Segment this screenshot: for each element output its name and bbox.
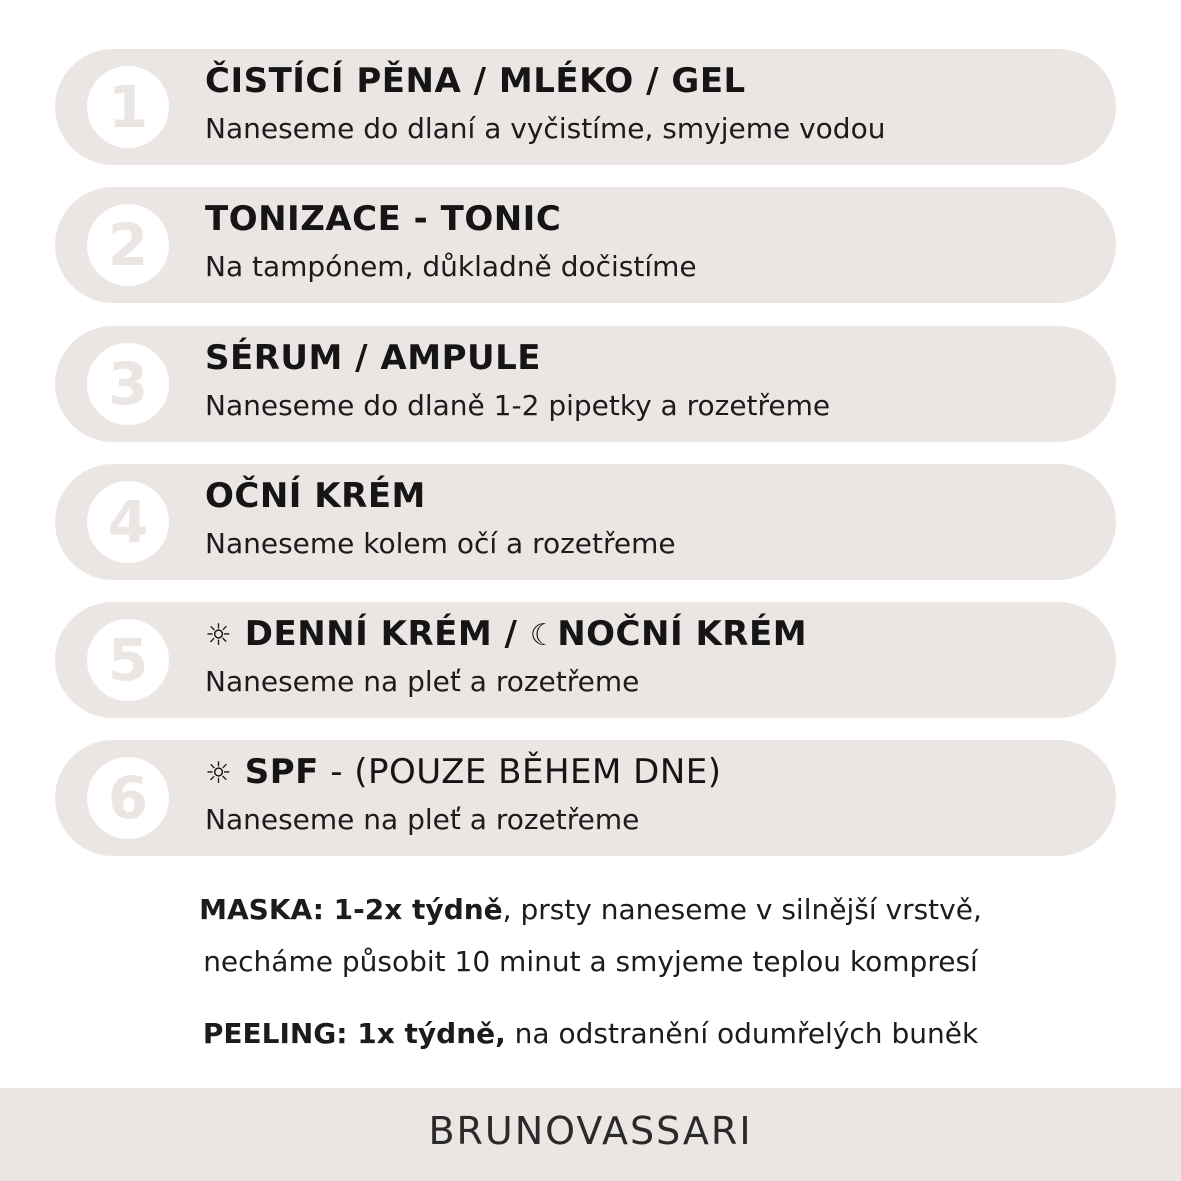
step-title <box>205 752 722 792</box>
step-item <box>55 740 1116 856</box>
night-cream-label: NOČNÍ KRÉM <box>557 614 808 654</box>
sun-icon: ☼ <box>205 756 233 791</box>
step-number: 1 <box>107 73 149 141</box>
step-title: SÉRUM / AMPULE <box>205 338 541 378</box>
spf-note: - (POUZE BĚHEM DNE) <box>318 752 722 792</box>
peeling-text: na odstranění odumřelých buněk <box>505 1017 979 1050</box>
step-number: 2 <box>107 211 149 279</box>
step-description: Naneseme na pleť a rozetřeme <box>205 803 640 836</box>
brand-logo: BRUNOVASSARI <box>428 1109 753 1153</box>
step-title: TONIZACE - TONIC <box>205 199 562 239</box>
step-number-badge <box>87 66 169 148</box>
step-number-badge <box>87 343 169 425</box>
step-number-badge <box>87 757 169 839</box>
step-description: Naneseme na pleť a rozetřeme <box>205 665 640 698</box>
mask-label: MASKA: 1-2x týdně <box>199 893 503 926</box>
step-number: 6 <box>107 764 149 832</box>
step-number: 5 <box>107 626 149 694</box>
step-number: 4 <box>107 488 149 556</box>
step-title <box>205 614 807 654</box>
step-number-badge <box>87 481 169 563</box>
step-item <box>55 602 1116 718</box>
step-description: Naneseme do dlaní a vyčistíme, smyjeme vodou <box>205 112 886 145</box>
step-title: OČNÍ KRÉM <box>205 476 426 516</box>
sun-icon: ☼ <box>205 618 233 653</box>
step-description: Naneseme do dlaně 1-2 pipetky a rozetřeme <box>205 389 831 422</box>
notes-section <box>0 888 1181 1064</box>
step-item <box>55 49 1116 165</box>
peeling-label: PEELING: 1x týdně, <box>202 1017 506 1050</box>
step-title: ČISTÍCÍ PĚNA / MLÉKO / GEL <box>205 61 746 101</box>
mask-note-line-1 <box>0 888 1181 940</box>
moon-icon: ☾ <box>529 618 558 653</box>
day-cream-label: DENNÍ KRÉM / <box>244 614 518 654</box>
step-item <box>55 187 1116 303</box>
step-number-badge <box>87 204 169 286</box>
step-description: Naneseme kolem očí a rozetřeme <box>205 527 676 560</box>
step-item <box>55 326 1116 442</box>
mask-note-line-2: necháme působit 10 minut a smyjeme teplou kompresí <box>203 945 978 978</box>
step-description: Na tampónem, důkladně dočistíme <box>205 250 697 283</box>
mask-text: , prsty naneseme v silnější vrstvě, <box>502 893 982 926</box>
step-number-badge <box>87 619 169 701</box>
footer-bar <box>0 1088 1181 1181</box>
spf-label: SPF <box>244 752 319 792</box>
step-number: 3 <box>107 350 149 418</box>
step-item <box>55 464 1116 580</box>
peeling-note <box>0 1012 1181 1064</box>
